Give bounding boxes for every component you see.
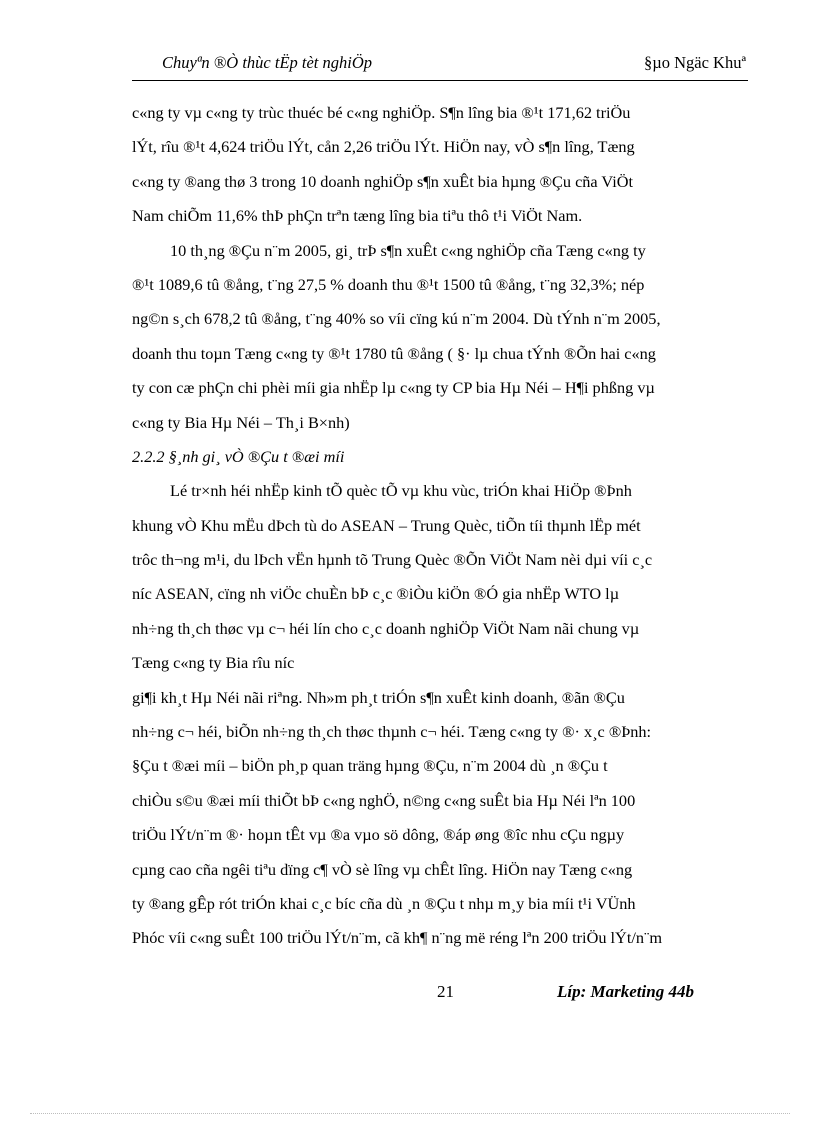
text-line: cµng cao cña ngêi tiªu dïng c¶ vÒ sè lîng vµ chÊt lîng. HiÖn nay Tæng c«ng bbox=[132, 859, 633, 879]
text-line: nh÷ng th¸ch thøc vµ c¬ héi lín cho c¸c doanh nghiÖp ViÖt Nam nãi chung vµ bbox=[132, 618, 640, 638]
text-line: ng©n s¸ch 678,2 tû ®ång, t¨ng 40% so víi cïng kú n¨m 2004. Dù tÝnh n¨m 2005, bbox=[132, 309, 661, 329]
body-text bbox=[132, 96, 744, 956]
text-line: níc ASEAN, cïng nh viÖc chuÈn bÞ c¸c ®iÒu kiÖn ®Ó gia nhËp WTO lµ bbox=[132, 584, 620, 604]
text-line: khung vÒ Khu mËu dÞch tù do ASEAN – Trung Quèc, tiÕn tíi thµnh lËp mét bbox=[132, 515, 641, 535]
text-line: chiÒu s©u ®æi míi thiÕt bÞ c«ng nghÖ, n©ng c«ng suÊt bia Hµ Néi lªn 100 bbox=[132, 790, 636, 810]
text-line: nh÷ng c¬ héi, biÕn nh÷ng th¸ch thøc thµnh c¬ héi. Tæng c«ng ty ®· x¸c ®Þnh: bbox=[132, 722, 652, 742]
text-line: §Çu t ®æi míi – biÖn ph¸p quan träng hµng ®Çu, n¨m 2004 dù ¸n ®Çu t bbox=[132, 756, 608, 776]
text-line: triÖu lÝt/n¨m ®· hoµn tÊt vµ ®a vµo sö dông, ®áp øng ®îc nhu cÇu ngµy bbox=[132, 825, 625, 845]
text-line: trôc th¬ng m¹i, du lÞch vËn hµnh tõ Trung Quèc ®Õn ViÖt Nam nèi dµi víi c¸c bbox=[132, 550, 653, 570]
text-line: Phóc víi c«ng suÊt 100 triÖu lÝt/n¨m, cã kh¶ n¨ng më réng lªn 200 triÖu lÝt/n¨m bbox=[132, 928, 663, 948]
footer-class-label: Líp: Marketing 44b bbox=[557, 982, 694, 1001]
text-line: c«ng ty vµ c«ng ty trùc thuéc bé c«ng nghiÖp. S¶n lîng bia ®¹t 171,62 triÖu bbox=[132, 103, 631, 122]
section-heading: 2.2.2 §¸nh gi¸ vÒ ®Çu t ®æi míi bbox=[132, 446, 345, 466]
page-header bbox=[132, 50, 748, 81]
header-author-name: §µo Ngäc Khuª bbox=[643, 53, 746, 72]
page-number: 21 bbox=[437, 982, 454, 1001]
page-edge-divider bbox=[30, 1113, 790, 1114]
header-report-title: Chuyªn ®Ò thùc tËp tèt nghiÖp bbox=[162, 53, 373, 72]
text-line: lÝt, rîu ®¹t 4,624 triÖu lÝt, cån 2,26 triÖu lÝt. HiÖn nay, vÒ s¶n lîng, Tæng bbox=[132, 137, 635, 157]
text-line: c«ng ty ®ang thø 3 trong 10 doanh nghiÖp s¶n xuÊt bia hµng ®Çu cña ViÖt bbox=[132, 171, 634, 191]
text-line: Lé tr×nh héi nhËp kinh tÕ quèc tÕ vµ khu vùc, triÓn khai HiÖp ®Þnh bbox=[170, 481, 632, 501]
text-line: Tæng c«ng ty Bia rîu níc bbox=[132, 653, 295, 673]
text-line: gi¶i kh¸t Hµ Néi nãi riªng. Nh»m ph¸t triÓn s¶n xuÊt kinh doanh, ®ãn ®Çu bbox=[132, 687, 625, 707]
text-line: 10 th¸ng ®Çu n¨m 2005, gi¸ trÞ s¶n xuÊt c«ng nghiÖp cña Tæng c«ng ty bbox=[170, 240, 646, 260]
text-line: Nam chiÕm 11,6% thÞ phÇn trªn tæng lîng bia tiªu thô t¹i ViÖt Nam. bbox=[132, 206, 583, 226]
text-line: ®¹t 1089,6 tû ®ång, t¨ng 27,5 % doanh thu ®¹t 1500 tû ®ång, t¨ng 32,3%; nép bbox=[132, 274, 645, 294]
text-line: ty con cæ phÇn chi phèi míi gia nhËp lµ c«ng ty CP bia Hµ Néi – H¶i phßng vµ bbox=[132, 378, 655, 398]
text-line: ty ®ang gÊp rót triÓn khai c¸c bíc cña dù ¸n ®Çu t nhµ m¸y bia míi t¹i VÜnh bbox=[132, 893, 636, 913]
text-line: c«ng ty Bia Hµ Néi – Th¸i B×nh) bbox=[132, 412, 350, 432]
text-line: doanh thu toµn Tæng c«ng ty ®¹t 1780 tû ®ång ( §· lµ chua tÝnh ®Õn hai c«ng bbox=[132, 343, 656, 363]
